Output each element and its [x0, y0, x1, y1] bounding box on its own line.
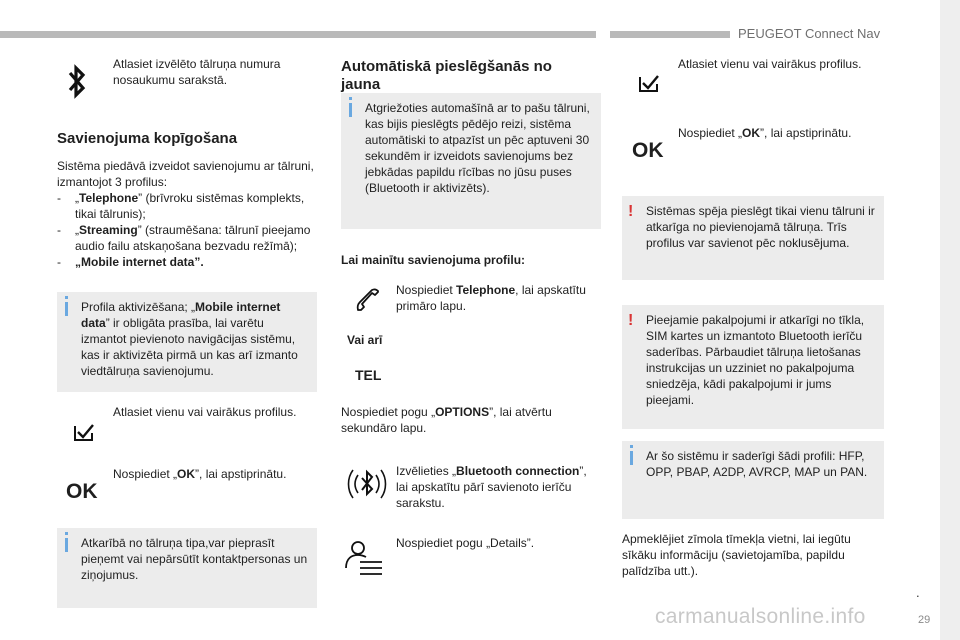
- options-text: [341, 404, 601, 436]
- options-text-bold: OPTIONS: [435, 405, 490, 419]
- info-note-reconnect: [341, 93, 601, 229]
- header-bar-right: [610, 31, 730, 38]
- bt-select-text: Atlasiet izvēlēto tālruņa numura nosaukumu sarakstā.: [113, 57, 281, 87]
- profile-desc: ” (brīvroku sistēmas komplekts, tikai tālrunis);: [75, 191, 305, 221]
- profiles-block: [57, 158, 315, 270]
- btconn-text-part: Izvēlieties „: [396, 464, 457, 478]
- btconn-text-part: ”, lai apskatītu pārī savienoto ierīču sarakstu.: [396, 464, 587, 510]
- info-note-activation: [57, 292, 317, 392]
- info-bar-icon: [65, 538, 68, 552]
- profile-item: [57, 222, 315, 254]
- side-strip: [940, 0, 960, 640]
- warning-icon: !: [628, 312, 634, 329]
- header-title: PEUGEOT Connect Nav: [738, 26, 881, 41]
- warning-note-services: [622, 305, 884, 429]
- bluetooth-icon: [66, 64, 88, 100]
- bt-connection-text: [396, 463, 598, 511]
- info-note-text: Ar šo sistēmu ir saderīgi šādi profili: HFP, OPP, PBAP, A2DP, AVRCP, MAP un PAN.: [646, 449, 868, 479]
- checkbox-icon: [72, 422, 96, 442]
- tel-label: TEL: [355, 367, 382, 383]
- tel-text-part: Nospiediet: [396, 283, 457, 297]
- side-marker: .: [916, 585, 920, 600]
- or-label: Vai arī: [347, 333, 383, 347]
- profile-name: Streaming: [79, 223, 138, 237]
- info-note-text: [81, 299, 309, 379]
- note-text-part: Profila aktivizēšana; „: [81, 300, 196, 314]
- select-profiles-text: Atlasiet vienu vai vairākus profilus.: [678, 57, 862, 71]
- info-note-contacts: [57, 528, 317, 608]
- profile-item: [57, 254, 315, 270]
- ok-text-bold: OK: [742, 126, 761, 140]
- details-text: Nospiediet pogu „Details”.: [396, 536, 535, 550]
- profile-dash: -: [57, 223, 61, 237]
- options-text-part: ”, lai atvērtu sekundāro lapu.: [341, 405, 552, 435]
- profile-desc: ” (straumēšana: tālrunī pieejamo audio failu atskaņošana bezvadu režīmā);: [75, 223, 311, 253]
- warning-note-one-phone: [622, 196, 884, 280]
- info-note-text: Atgriežoties automašīnā ar to pašu tālruni, kas bijis pieslēgts pēdējo reizi, sistēma automātiski to atpazīst un pēc aptuveni 30 sekundēm ir izveidots savienojums bez jebkādas papildu rīcības no jūsu puses (Bluetooth ir aktivizēts).: [365, 101, 590, 195]
- warning-icon: !: [628, 203, 634, 220]
- profile-quote: „: [75, 223, 79, 237]
- details-icon: [344, 538, 384, 580]
- warning-note-text: Sistēmas spēja pieslēgt tikai vienu tālruni ir atkarīga no pievienojamā tālruņa. Trīs profilus var savienot pēc noklusējuma.: [646, 204, 875, 250]
- profile-dash: -: [57, 191, 61, 205]
- note-text-part: ” ir obligāta prasība, lai varētu izmantot pievienoto navigācijas sistēmu, kas ir aktivizēta pirmā un kas arī izmanto viedtālruņa savienojumu.: [81, 316, 298, 378]
- phone-icon: [354, 286, 382, 314]
- select-profiles-text: Atlasiet vienu vai vairākus profilus.: [113, 405, 297, 419]
- ok-text-part: Nospiediet „: [113, 467, 178, 481]
- profile-quote: „: [75, 255, 81, 269]
- ok-confirm-text: [678, 125, 878, 141]
- telephone-text: [396, 282, 596, 314]
- btconn-text-bold: Bluetooth connection: [456, 464, 580, 478]
- profile-dash: -: [57, 255, 61, 269]
- bluetooth-connection-icon: [345, 462, 389, 506]
- profiles-intro: Sistēma piedāvā izveidot savienojumu ar tālruni, izmantojot 3 profilus:: [57, 159, 314, 189]
- profile-name: Telephone: [79, 191, 139, 205]
- profile-item: [57, 190, 315, 222]
- info-bar-icon: [630, 451, 633, 465]
- info-note-text: Atkarībā no tālruņa tipa,var pieprasīt pieņemt vai nepārsūtīt kontaktpersonas un ziņojumus.: [81, 536, 308, 582]
- change-profile-title: Lai mainītu savienojuma profilu:: [341, 253, 526, 267]
- page-number: 29: [918, 614, 931, 626]
- visit-website-text: Apmeklējiet zīmola tīmekļa vietni, lai iegūtu sīkāku informāciju (savietojamība, papildu palīdzība utt.).: [622, 532, 851, 578]
- info-bar-icon: [349, 103, 352, 117]
- tel-text-part: , lai apskatītu primāro lapu.: [396, 283, 586, 313]
- note-text-bold: Mobile internet data: [81, 300, 281, 330]
- info-bar-icon: [65, 302, 68, 316]
- header-bar-left: [0, 31, 596, 38]
- ok-text-part: ”, lai apstiprinātu.: [195, 467, 287, 481]
- watermark: carmanualsonline.info: [655, 605, 866, 628]
- profile-quote: „: [75, 191, 79, 205]
- section-title-auto-reconnect: Automātiskā pieslēgšanās no jauna: [341, 58, 552, 93]
- info-note-profiles: [622, 441, 884, 519]
- tel-text-bold: Telephone: [456, 283, 516, 297]
- ok-text-part: ”, lai apstiprinātu.: [760, 126, 852, 140]
- ok-label: OK: [66, 480, 98, 503]
- section-title-sharing: Savienojuma kopīgošana: [57, 130, 238, 147]
- ok-text-bold: OK: [177, 467, 196, 481]
- profile-desc: ”.: [194, 255, 204, 269]
- profile-name: Mobile internet data: [81, 255, 195, 269]
- ok-confirm-text: [113, 466, 313, 482]
- ok-text-part: Nospiediet „: [678, 126, 743, 140]
- warning-note-text: Pieejamie pakalpojumi ir atkarīgi no tīkla, SIM kartes un izmantoto Bluetooth ierīču saderības. Pārbaudiet tālruņa lietošanas instrukcijas un uzziniet no pakalpojuma sniedzēja, kādi pakalpojumi ir jums pieejami.: [646, 313, 865, 407]
- options-text-part: Nospiediet pogu „: [341, 405, 436, 419]
- ok-label: OK: [632, 139, 664, 162]
- checkbox-icon: [637, 73, 661, 93]
